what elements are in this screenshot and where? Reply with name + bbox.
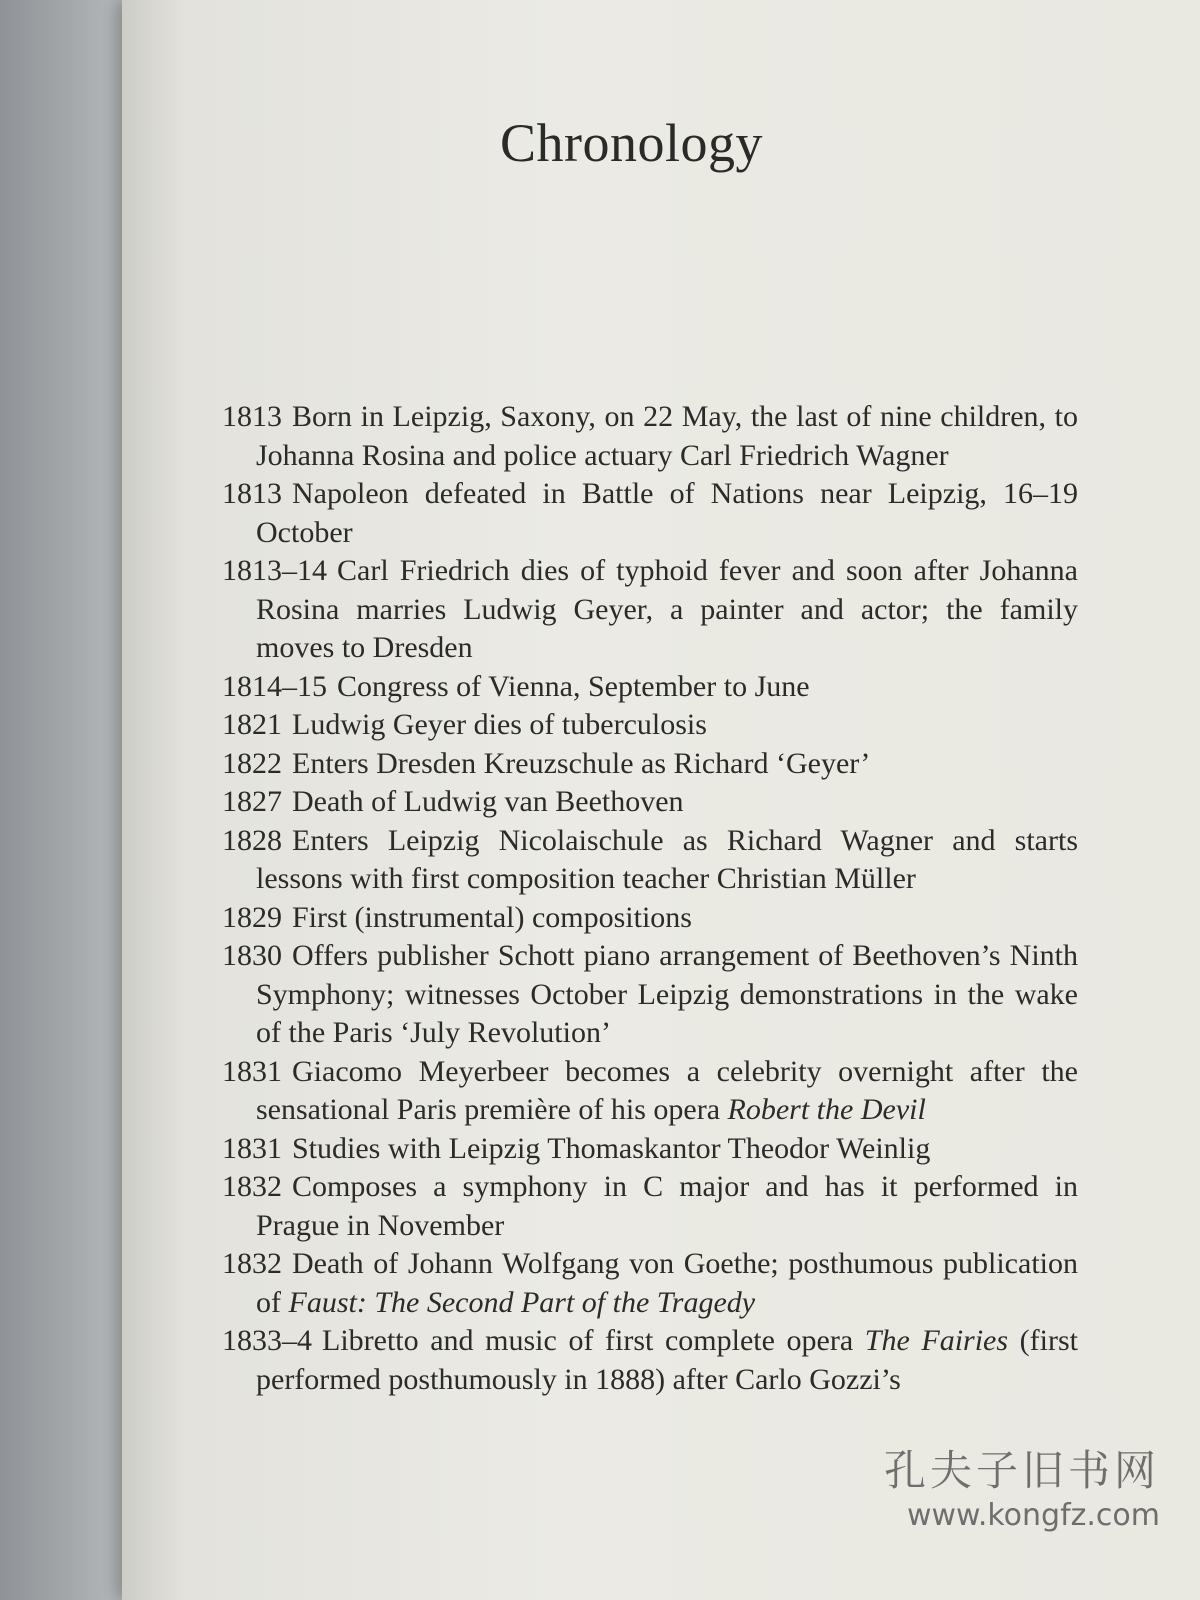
entry-text: Enters Dresden Kreuzschule as Richard ‘Geyer’ — [292, 746, 871, 780]
entry-text: Offers publisher Schott piano arrangement of Beethoven’s Ninth Symphony; witnesses October Leipzig demonstrations in the wake of the Paris ‘July Revolution’ — [256, 939, 1078, 1049]
chronology-entry — [222, 1130, 1078, 1169]
entry-year: 1828 — [222, 823, 282, 857]
entry-year: 1832 — [222, 1247, 282, 1280]
entry-title-italic: Robert the Devil — [727, 1093, 926, 1126]
entry-text: (first performed posthumously in 1888) after Carlo Gozzi’s — [256, 1324, 1078, 1396]
entry-text: Born in Leipzig, Saxony, on 22 May, the last of nine children, to Johanna Rosina and police actuary Carl Friedrich Wagner — [256, 400, 1078, 472]
entry-year: 1814–15 — [222, 669, 327, 703]
page-title: Chronology — [500, 113, 764, 173]
watermark — [884, 1446, 1160, 1536]
entry-year: 1813 — [222, 477, 282, 510]
entry-year: 1832 — [222, 1170, 282, 1203]
entry-text: Death of Ludwig van Beethoven — [292, 785, 684, 818]
chronology-entry — [222, 822, 1078, 899]
entry-text: Giacomo Meyerbeer becomes a celebrity overnight after the sensational Paris première of his opera — [256, 1054, 1078, 1126]
chronology-entry — [222, 398, 1078, 475]
entry-text: Congress of Vienna, September to June — [337, 669, 810, 703]
entry-year: 1831 — [222, 1131, 282, 1165]
entry-year: 1829 — [222, 900, 282, 934]
entry-text: Napoleon defeated in Battle of Nations near Leipzig, 16–19 October — [256, 477, 1078, 549]
chronology-entry — [222, 1168, 1078, 1245]
chronology-entry — [222, 475, 1078, 552]
entry-text: Ludwig Geyer dies of tuberculosis — [292, 708, 707, 741]
chronology-entry — [222, 783, 1078, 822]
entry-title-italic: Faust: The Second Part of the Tragedy — [288, 1285, 756, 1319]
entry-title-italic: The Fairies — [864, 1324, 1009, 1357]
chronology-entry — [222, 1053, 1078, 1130]
entry-text: Studies with Leipzig Thomaskantor Theodor Weinlig — [292, 1131, 931, 1165]
watermark-site-name: 孔夫子旧书网 — [883, 1446, 1160, 1495]
chronology-entry — [222, 899, 1078, 938]
entry-year: 1831 — [222, 1054, 282, 1088]
entry-year: 1827 — [222, 785, 282, 818]
book-gutter — [0, 0, 130, 1600]
entry-year: 1822 — [222, 746, 282, 780]
entry-text: Enters Leipzig Nicolaischule as Richard Wagner and starts lessons with first composition teacher Christian Müller — [256, 823, 1078, 895]
entry-text: First (instrumental) compositions — [292, 900, 692, 934]
chronology-list — [222, 398, 1078, 1399]
entry-year: 1821 — [222, 708, 282, 741]
entry-year: 1833–4 — [222, 1324, 312, 1357]
chronology-entry — [222, 552, 1078, 668]
chronology-entry — [222, 1245, 1078, 1322]
chronology-entry — [222, 706, 1078, 745]
chronology-entry — [222, 668, 1078, 707]
entry-text: Death of Johann Wolfgang von Goethe; posthumous publication of — [256, 1247, 1078, 1319]
entry-year: 1813–14 — [222, 554, 327, 587]
entry-text: Composes a symphony in C major and has it performed in Prague in November — [256, 1170, 1078, 1242]
chronology-entry — [222, 937, 1078, 1053]
entry-year: 1830 — [222, 939, 282, 972]
chronology-entry — [222, 745, 1078, 784]
entry-year: 1813 — [222, 400, 282, 433]
chronology-entry — [222, 1322, 1078, 1399]
entry-text: Libretto and music of first complete opera — [322, 1324, 865, 1357]
watermark-url: www.kongfz.com — [906, 1498, 1160, 1533]
entry-text: Carl Friedrich dies of typhoid fever and soon after Johanna Rosina marries Ludwig Geyer, a painter and actor; the family moves to Dresden — [256, 554, 1078, 664]
